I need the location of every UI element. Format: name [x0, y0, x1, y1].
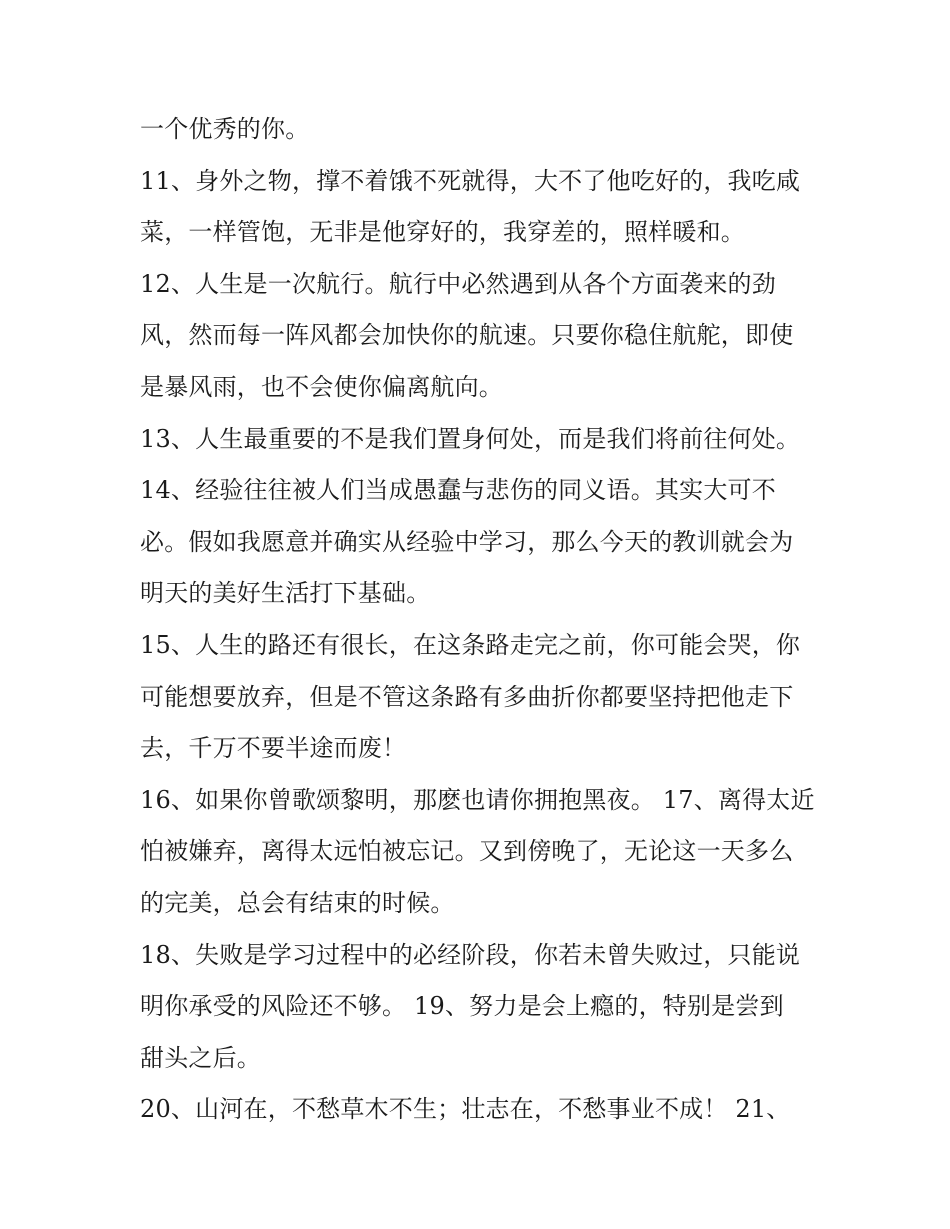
text-line: 甜头之后。 — [140, 1043, 261, 1072]
text-line: 20、山河在，不愁草木不生；壮志在，不愁事业不成！ 21、 — [140, 1095, 791, 1124]
text-line: 15、人生的路还有很长，在这条路走完之前，你可能会哭，你 — [140, 630, 801, 659]
text-line: 是暴风雨，也不会使你偏离航向。 — [140, 372, 503, 401]
text-line: 14、经验往往被人们当成愚蠢与悲伤的同义语。其实大可不 — [140, 476, 776, 505]
text-line: 11、身外之物，撑不着饿不死就得，大不了他吃好的，我吃咸 — [140, 166, 801, 195]
text-line: 怕被嫌弃，离得太远怕被忘记。又到傍晚了，无论这一天多么 — [140, 837, 794, 866]
text-line: 菜，一样管饱，无非是他穿好的，我穿差的，照样暖和。 — [140, 218, 745, 247]
text-line: 明天的美好生活打下基础。 — [140, 579, 431, 608]
text-line: 可能想要放弃，但是不管这条路有多曲折你都要坚持把他走下 — [140, 682, 794, 711]
text-line: 12、人生是一次航行。航行中必然遇到从各个方面袭来的劲 — [140, 269, 776, 298]
text-line: 一个优秀的你。 — [140, 115, 310, 143]
text-line: 去，千万不要半途而废！ — [140, 734, 407, 763]
text-line: 必。假如我愿意并确实从经验中学习，那么今天的教训就会为 — [140, 527, 794, 556]
text-line: 13、人生最重要的不是我们置身何处，而是我们将前往何处。 — [140, 424, 801, 453]
document-body — [140, 104, 830, 1136]
text-line: 16、如果你曾歌颂黎明，那麽也请你拥抱黑夜。 17、离得太近 — [140, 785, 815, 814]
text-line: 明你承受的风险还不够。 19、努力是会上瘾的，特别是尝到 — [140, 992, 784, 1021]
text-line: 18、失败是学习过程中的必经阶段，你若未曾失败过，只能说 — [140, 940, 801, 969]
text-line: 的完美，总会有结束的时候。 — [140, 888, 455, 917]
text-line: 风，然而每一阵风都会加快你的航速。只要你稳住航舵，即使 — [140, 321, 794, 350]
